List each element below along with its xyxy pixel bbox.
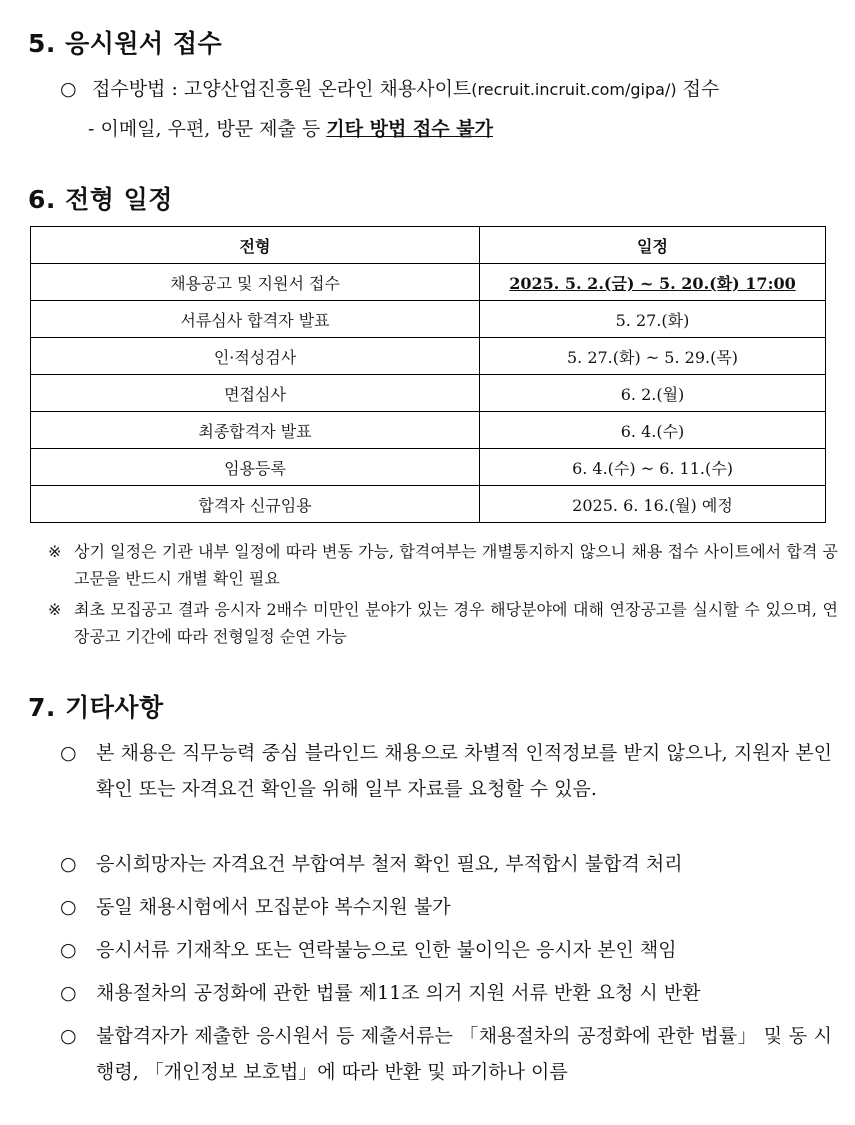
list-item: [60, 1018, 832, 1090]
date-cell: 5. 27.(화) ~ 5. 29.(목): [480, 338, 826, 375]
section-5-title: 5. 응시원서 접수: [28, 29, 223, 58]
date-cell: 2025. 5. 2.(금) ~ 5. 20.(화) 17:00: [480, 264, 826, 301]
method-url: (recruit.incruit.com/gipa/): [471, 80, 677, 99]
table-row: [31, 301, 826, 338]
stage-cell: 서류심사 합격자 발표: [31, 301, 480, 338]
section-6-title: 6. 전형 일정: [28, 185, 173, 214]
table-row: [31, 375, 826, 412]
bullet-circle-icon: ○: [60, 896, 77, 918]
date-cell: 5. 27.(화): [480, 301, 826, 338]
stage-cell: 인·적성검사: [31, 338, 480, 375]
header-date: 일정: [480, 227, 826, 264]
bullet-circle-icon: ○: [60, 853, 77, 875]
list-item: [60, 889, 832, 925]
stage-cell: 임용등록: [31, 449, 480, 486]
list-item: [60, 975, 832, 1011]
reference-mark-icon: ※: [48, 542, 62, 561]
date-cell: 6. 2.(월): [480, 375, 826, 412]
stage-cell: 채용공고 및 지원서 접수: [31, 264, 480, 301]
bullet-circle-icon: ○: [60, 982, 77, 1004]
note-text: 최초 모집공고 결과 응시자 2배수 미만인 분야가 있는 경우 해당분야에 대해 연장공고를 실시할 수 있으며, 연장공고 기간에 따라 전형일정 순연 가능: [74, 600, 838, 646]
date-cell: 6. 4.(수) ~ 6. 11.(수): [480, 449, 826, 486]
stage-cell: 면접심사: [31, 375, 480, 412]
method-suffix: 접수: [676, 78, 720, 100]
table-row: [31, 486, 826, 523]
section-7-title: 7. 기타사항: [28, 693, 164, 722]
list-item-text: 동일 채용시험에서 모집분야 복수지원 불가: [96, 896, 451, 918]
table-row: [31, 264, 826, 301]
sub-emphasis: 기타 방법 접수 불가: [326, 118, 493, 140]
section-5-method-line: [60, 74, 719, 101]
note-text: 상기 일정은 기관 내부 일정에 따라 변동 가능, 합격여부는 개별통지하지 않으니 채용 접수 사이트에서 합격 공고문을 반드시 개별 확인 필요: [74, 542, 838, 588]
bullet-circle-icon: ○: [60, 939, 77, 961]
list-item: [60, 735, 832, 807]
bullet-circle-icon: ○: [60, 78, 77, 100]
bullet-circle-icon: ○: [60, 1025, 77, 1047]
list-item-text: 본 채용은 직무능력 중심 블라인드 채용으로 차별적 인적정보를 받지 않으나, 지원자 본인 확인 또는 자격요건 확인을 위해 일부 자료를 요청할 수 있음.: [96, 742, 832, 800]
stage-cell: 합격자 신규임용: [31, 486, 480, 523]
table-row: [31, 412, 826, 449]
list-item-text: 응시희망자는 자격요건 부합여부 철저 확인 필요, 부적합시 불합격 처리: [96, 853, 683, 875]
list-item: [60, 932, 832, 968]
table-header-row: [31, 227, 826, 264]
reference-mark-icon: ※: [48, 600, 62, 619]
list-item-text: 응시서류 기재착오 또는 연락불능으로 인한 불이익은 응시자 본인 책임: [96, 939, 677, 961]
list-item: [60, 846, 832, 882]
table-row: [31, 338, 826, 375]
method-label: 접수방법 : 고양산업진흥원 온라인 채용사이트: [92, 78, 472, 100]
section-5-sub-line: [88, 114, 493, 141]
stage-cell: 최종합격자 발표: [31, 412, 480, 449]
schedule-table: [30, 226, 826, 523]
sub-prefix: - 이메일, 우편, 방문 제출 등: [88, 118, 327, 140]
header-stage: 전형: [31, 227, 480, 264]
schedule-note: [48, 596, 838, 650]
date-cell: 2025. 6. 16.(월) 예정: [480, 486, 826, 523]
list-item-text: 불합격자가 제출한 응시원서 등 제출서류는 「채용절차의 공정화에 관한 법률」 및 동 시행령, 「개인정보 보호법」에 따라 반환 및 파기하나 이름: [96, 1025, 832, 1083]
bullet-circle-icon: ○: [60, 742, 77, 764]
date-cell: 6. 4.(수): [480, 412, 826, 449]
table-row: [31, 449, 826, 486]
list-item-text: 채용절차의 공정화에 관한 법률 제11조 의거 지원 서류 반환 요청 시 반환: [96, 982, 701, 1004]
schedule-note: [48, 538, 838, 592]
